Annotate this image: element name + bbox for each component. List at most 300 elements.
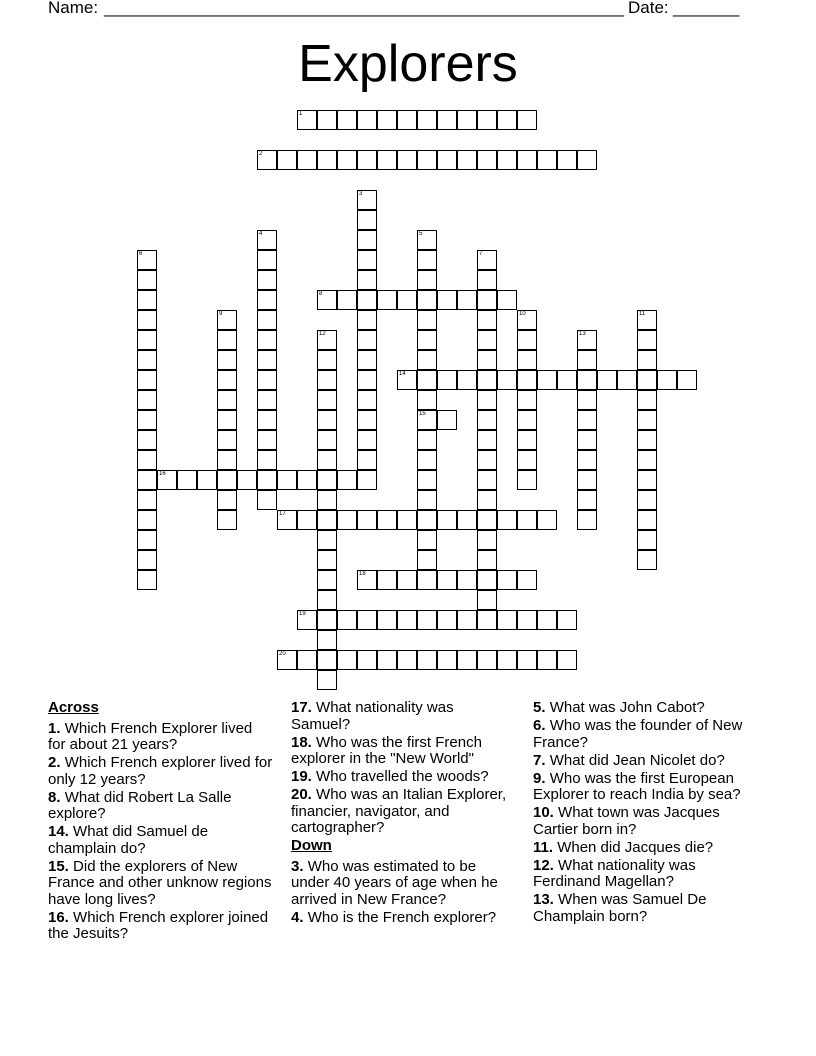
grid-cell[interactable]: [517, 650, 537, 670]
grid-cell[interactable]: [157, 470, 177, 490]
grid-cell[interactable]: [477, 450, 497, 470]
grid-cell[interactable]: [457, 150, 477, 170]
clue-number: 9.: [533, 769, 546, 787]
grid-cell[interactable]: [437, 610, 457, 630]
grid-cell[interactable]: [357, 150, 377, 170]
clue-text: When was Samuel De Champlain born?: [533, 891, 707, 925]
grid-cell[interactable]: [637, 510, 657, 530]
grid-cell[interactable]: [497, 510, 517, 530]
page-title: Explorers: [298, 35, 518, 93]
clue-text: Who was an Italian Explorer, financier, navigator, and cartographer?: [291, 786, 507, 836]
clue-text: Who was the first French explorer in the "New World": [291, 733, 482, 767]
grid-cell[interactable]: [217, 490, 237, 510]
grid-cell[interactable]: [477, 290, 497, 310]
grid-cell[interactable]: [537, 610, 557, 630]
clue-number: 14.: [48, 823, 69, 840]
grid-cell[interactable]: [357, 230, 377, 250]
grid-cell[interactable]: [537, 150, 557, 170]
grid-cell[interactable]: [277, 650, 297, 670]
clue-text: Did the explorers of New France and other unknow regions have long lives?: [48, 857, 272, 908]
grid-cell[interactable]: [577, 410, 597, 430]
clue-number: 20.: [291, 786, 312, 803]
clue-number: 13.: [533, 891, 554, 908]
grid-cell[interactable]: [577, 390, 597, 410]
grid-cell[interactable]: [357, 450, 377, 470]
grid-cell[interactable]: [317, 430, 337, 450]
grid-cell[interactable]: [317, 570, 337, 590]
clue-down-7: [533, 753, 753, 770]
grid-cell[interactable]: [417, 530, 437, 550]
clue-down-13: [533, 892, 753, 925]
grid-cell[interactable]: [577, 350, 597, 370]
grid-cell[interactable]: [477, 490, 497, 510]
grid-cell[interactable]: [317, 650, 337, 670]
clue-across-2: [48, 755, 273, 788]
grid-cell[interactable]: [557, 610, 577, 630]
grid-cell[interactable]: [517, 570, 537, 590]
grid-cell[interactable]: [417, 150, 437, 170]
grid-cell[interactable]: [477, 610, 497, 630]
grid-cell[interactable]: [257, 150, 277, 170]
grid-cell[interactable]: [397, 510, 417, 530]
grid-cell[interactable]: [537, 370, 557, 390]
clue-text: Which French explorer lived for only 12 years?: [48, 754, 273, 788]
clue-text: Who travelled the woods?: [316, 768, 489, 785]
grid-cell[interactable]: [517, 350, 537, 370]
grid-cell[interactable]: [457, 370, 477, 390]
grid-cell[interactable]: [417, 490, 437, 510]
grid-cell[interactable]: [417, 290, 437, 310]
grid-cell[interactable]: [357, 190, 377, 210]
grid-cell[interactable]: [297, 110, 317, 130]
grid-cell[interactable]: [377, 650, 397, 670]
grid-cell[interactable]: [477, 530, 497, 550]
clue-down-3: [291, 859, 516, 909]
grid-cell[interactable]: [277, 510, 297, 530]
grid-cell[interactable]: [417, 570, 437, 590]
grid-cell[interactable]: [417, 470, 437, 490]
grid-cell[interactable]: [437, 510, 457, 530]
clue-number: 5.: [533, 699, 546, 716]
grid-cell[interactable]: [137, 370, 157, 390]
grid-cell[interactable]: [217, 330, 237, 350]
grid-cell[interactable]: [457, 650, 477, 670]
grid-cell[interactable]: [317, 490, 337, 510]
grid-cell[interactable]: [637, 390, 657, 410]
grid-cell[interactable]: [417, 510, 437, 530]
grid-cell[interactable]: [317, 150, 337, 170]
grid-cell[interactable]: [457, 290, 477, 310]
grid-cell[interactable]: [297, 650, 317, 670]
grid-cell[interactable]: [137, 470, 157, 490]
grid-cell[interactable]: [357, 250, 377, 270]
grid-cell[interactable]: [677, 370, 697, 390]
grid-cell[interactable]: [517, 510, 537, 530]
grid-cell[interactable]: [357, 290, 377, 310]
grid-cell[interactable]: [317, 610, 337, 630]
grid-cell[interactable]: [477, 270, 497, 290]
clue-number: 18.: [291, 733, 312, 751]
clue-number-label: 12: [319, 331, 326, 337]
clue-column-3: [533, 700, 753, 927]
grid-cell[interactable]: [397, 650, 417, 670]
grid-cell[interactable]: [137, 530, 157, 550]
clue-number: 8.: [48, 788, 61, 806]
grid-cell[interactable]: [137, 390, 157, 410]
grid-cell[interactable]: [357, 410, 377, 430]
clue-number-label: 1: [299, 111, 303, 117]
grid-cell[interactable]: [517, 610, 537, 630]
grid-cell[interactable]: [477, 550, 497, 570]
grid-cell[interactable]: [317, 670, 337, 690]
grid-cell[interactable]: [377, 510, 397, 530]
grid-cell[interactable]: [397, 570, 417, 590]
grid-cell[interactable]: [177, 470, 197, 490]
grid-cell[interactable]: [477, 310, 497, 330]
clue-number-label: 6: [139, 251, 143, 257]
grid-cell[interactable]: [497, 610, 517, 630]
grid-cell[interactable]: [317, 470, 337, 490]
grid-cell[interactable]: [417, 550, 437, 570]
grid-cell[interactable]: [217, 310, 237, 330]
clue-down-4: [291, 910, 516, 927]
grid-cell[interactable]: [137, 250, 157, 270]
grid-cell[interactable]: [217, 370, 237, 390]
grid-cell[interactable]: [357, 370, 377, 390]
clue-number: 17.: [291, 699, 312, 716]
grid-cell[interactable]: [577, 490, 597, 510]
grid-cell[interactable]: [357, 330, 377, 350]
grid-cell[interactable]: [137, 450, 157, 470]
grid-cell[interactable]: [617, 370, 637, 390]
grid-cell[interactable]: [417, 350, 437, 370]
grid-cell[interactable]: [217, 350, 237, 370]
grid-cell[interactable]: [497, 110, 517, 130]
grid-cell[interactable]: [637, 350, 657, 370]
grid-cell[interactable]: [317, 510, 337, 530]
grid-cell[interactable]: [277, 150, 297, 170]
grid-cell[interactable]: [417, 390, 437, 410]
grid-cell[interactable]: [637, 470, 657, 490]
grid-cell[interactable]: [437, 650, 457, 670]
grid-cell[interactable]: [317, 290, 337, 310]
grid-cell[interactable]: [137, 410, 157, 430]
grid-cell[interactable]: [577, 430, 597, 450]
date-label: Date:: [628, 0, 669, 17]
grid-cell[interactable]: [357, 510, 377, 530]
grid-cell[interactable]: [637, 410, 657, 430]
grid-cell[interactable]: [357, 390, 377, 410]
clue-number-label: 3: [359, 191, 363, 197]
grid-cell[interactable]: [337, 150, 357, 170]
grid-cell[interactable]: [637, 550, 657, 570]
grid-cell[interactable]: [497, 370, 517, 390]
clue-number-label: 2: [259, 151, 263, 157]
grid-cell[interactable]: [417, 650, 437, 670]
grid-cell[interactable]: [457, 610, 477, 630]
grid-cell[interactable]: [137, 290, 157, 310]
grid-cell[interactable]: [477, 370, 497, 390]
grid-cell[interactable]: [317, 110, 337, 130]
grid-cell[interactable]: [257, 310, 277, 330]
grid-cell[interactable]: [297, 510, 317, 530]
grid-cell[interactable]: [457, 510, 477, 530]
grid-cell[interactable]: [477, 650, 497, 670]
clue-text: What nationality was Ferdinand Magellan?: [533, 856, 696, 890]
grid-cell[interactable]: [437, 150, 457, 170]
grid-cell[interactable]: [217, 470, 237, 490]
grid-cell[interactable]: [257, 230, 277, 250]
grid-cell[interactable]: [477, 350, 497, 370]
grid-cell[interactable]: [397, 370, 417, 390]
grid-cell[interactable]: [457, 570, 477, 590]
grid-cell[interactable]: [557, 650, 577, 670]
grid-cell[interactable]: [497, 290, 517, 310]
grid-cell[interactable]: [337, 290, 357, 310]
grid-cell[interactable]: [217, 390, 237, 410]
grid-cell[interactable]: [257, 450, 277, 470]
clue-column-2: [291, 700, 516, 928]
grid-cell[interactable]: [337, 470, 357, 490]
grid-cell[interactable]: [417, 230, 437, 250]
grid-cell[interactable]: [517, 410, 537, 430]
grid-cell[interactable]: [537, 650, 557, 670]
grid-cell[interactable]: [137, 310, 157, 330]
grid-cell[interactable]: [337, 510, 357, 530]
grid-cell[interactable]: [397, 110, 417, 130]
grid-cell[interactable]: [137, 550, 157, 570]
grid-cell[interactable]: [417, 110, 437, 130]
grid-cell[interactable]: [197, 470, 217, 490]
grid-cell[interactable]: [217, 510, 237, 530]
grid-cell[interactable]: [377, 110, 397, 130]
grid-cell[interactable]: [357, 470, 377, 490]
grid-cell[interactable]: [437, 570, 457, 590]
clue-number: 6.: [533, 717, 546, 734]
grid-cell[interactable]: [477, 470, 497, 490]
grid-cell[interactable]: [417, 430, 437, 450]
grid-cell[interactable]: [317, 450, 337, 470]
clue-number-label: 16: [159, 471, 166, 477]
grid-cell[interactable]: [377, 570, 397, 590]
grid-cell[interactable]: [437, 410, 457, 430]
grid-cell[interactable]: [317, 330, 337, 350]
grid-cell[interactable]: [337, 650, 357, 670]
grid-cell[interactable]: [417, 370, 437, 390]
grid-cell[interactable]: [357, 210, 377, 230]
clue-down-10: [533, 805, 753, 838]
clue-text: Which French Explorer lived for about 21 years?: [48, 719, 253, 753]
grid-cell[interactable]: [217, 430, 237, 450]
clue-text: What did Jean Nicolet do?: [549, 751, 725, 769]
grid-cell[interactable]: [657, 370, 677, 390]
grid-cell[interactable]: [137, 270, 157, 290]
grid-cell[interactable]: [577, 150, 597, 170]
grid-cell[interactable]: [477, 570, 497, 590]
grid-cell[interactable]: [317, 410, 337, 430]
grid-cell[interactable]: [257, 470, 277, 490]
grid-cell[interactable]: [337, 610, 357, 630]
grid-cell[interactable]: [497, 570, 517, 590]
grid-cell[interactable]: [237, 470, 257, 490]
grid-cell[interactable]: [257, 250, 277, 270]
grid-cell[interactable]: [517, 370, 537, 390]
grid-cell[interactable]: [437, 290, 457, 310]
grid-cell[interactable]: [357, 310, 377, 330]
grid-cell[interactable]: [137, 350, 157, 370]
grid-cell[interactable]: [417, 270, 437, 290]
clue-number-label: 14: [399, 371, 406, 377]
grid-cell[interactable]: [637, 330, 657, 350]
grid-cell[interactable]: [437, 370, 457, 390]
clue-number: 1.: [48, 719, 61, 737]
grid-cell[interactable]: [577, 330, 597, 350]
grid-cell[interactable]: [517, 390, 537, 410]
grid-cell[interactable]: [577, 450, 597, 470]
clue-down-9: [533, 771, 753, 804]
clue-number: 10.: [533, 804, 554, 821]
grid-cell[interactable]: [357, 350, 377, 370]
grid-cell[interactable]: [577, 470, 597, 490]
grid-cell[interactable]: [417, 450, 437, 470]
clue-number: 16.: [48, 908, 69, 926]
grid-cell[interactable]: [477, 330, 497, 350]
grid-cell[interactable]: [517, 470, 537, 490]
clue-number-label: 7: [479, 251, 483, 257]
grid-cell[interactable]: [297, 610, 317, 630]
clue-number: 11.: [533, 838, 554, 856]
grid-cell[interactable]: [637, 490, 657, 510]
grid-cell[interactable]: [277, 470, 297, 490]
grid-cell[interactable]: [477, 390, 497, 410]
grid-cell[interactable]: [537, 510, 557, 530]
grid-cell[interactable]: [137, 490, 157, 510]
grid-cell[interactable]: [257, 410, 277, 430]
grid-cell[interactable]: [417, 310, 437, 330]
grid-cell[interactable]: [297, 470, 317, 490]
grid-cell[interactable]: [517, 150, 537, 170]
grid-cell[interactable]: [317, 530, 337, 550]
clue-across-1: [48, 721, 273, 754]
grid-cell[interactable]: [257, 370, 277, 390]
grid-cell[interactable]: [517, 110, 537, 130]
grid-cell[interactable]: [577, 510, 597, 530]
down-heading: Down: [291, 837, 332, 854]
grid-cell[interactable]: [357, 610, 377, 630]
grid-cell[interactable]: [357, 570, 377, 590]
grid-cell[interactable]: [557, 150, 577, 170]
grid-cell[interactable]: [257, 430, 277, 450]
grid-cell[interactable]: [637, 370, 657, 390]
grid-cell[interactable]: [357, 270, 377, 290]
grid-cell[interactable]: [317, 370, 337, 390]
grid-cell[interactable]: [357, 650, 377, 670]
grid-cell[interactable]: [417, 410, 437, 430]
grid-cell[interactable]: [137, 330, 157, 350]
clue-text: Who was estimated to be under 40 years of age when he arrived in New France?: [291, 857, 498, 908]
grid-cell[interactable]: [557, 370, 577, 390]
clue-number: 7.: [533, 751, 546, 769]
grid-cell[interactable]: [417, 610, 437, 630]
name-label: Name:: [48, 0, 99, 17]
clue-down-6: [533, 718, 753, 751]
grid-cell[interactable]: [397, 610, 417, 630]
grid-cell[interactable]: [317, 350, 337, 370]
grid-cell[interactable]: [517, 330, 537, 350]
grid-cell[interactable]: [437, 110, 457, 130]
grid-cell[interactable]: [637, 430, 657, 450]
grid-cell[interactable]: [377, 290, 397, 310]
clue-across-14: [48, 824, 273, 857]
clue-number-label: 10: [519, 311, 526, 317]
grid-cell[interactable]: [137, 430, 157, 450]
grid-cell[interactable]: [397, 150, 417, 170]
grid-cell[interactable]: [317, 390, 337, 410]
grid-cell[interactable]: [517, 430, 537, 450]
grid-cell[interactable]: [257, 290, 277, 310]
grid-cell[interactable]: [517, 450, 537, 470]
grid-cell[interactable]: [297, 150, 317, 170]
grid-cell[interactable]: [257, 270, 277, 290]
grid-cell[interactable]: [457, 110, 477, 130]
grid-cell[interactable]: [577, 370, 597, 390]
grid-cell[interactable]: [397, 290, 417, 310]
grid-cell[interactable]: [357, 110, 377, 130]
grid-cell[interactable]: [137, 570, 157, 590]
clue-down-11: [533, 840, 753, 857]
grid-cell[interactable]: [497, 650, 517, 670]
clue-number: 15.: [48, 857, 69, 875]
grid-cell[interactable]: [417, 250, 437, 270]
grid-cell[interactable]: [337, 110, 357, 130]
grid-cell[interactable]: [357, 430, 377, 450]
grid-cell[interactable]: [597, 370, 617, 390]
grid-cell[interactable]: [477, 110, 497, 130]
grid-cell[interactable]: [137, 510, 157, 530]
grid-cell[interactable]: [477, 430, 497, 450]
grid-cell[interactable]: [637, 450, 657, 470]
clue-across-20: [291, 787, 516, 837]
clue-number-label: 20: [279, 651, 286, 657]
grid-cell[interactable]: [477, 410, 497, 430]
grid-cell[interactable]: [217, 450, 237, 470]
clue-number-label: 4: [259, 231, 263, 237]
clue-across-15: [48, 859, 273, 909]
clue-across-19: [291, 769, 516, 786]
clue-text: What did Robert La Salle explore?: [48, 788, 232, 822]
grid-cell[interactable]: [257, 330, 277, 350]
grid-cell[interactable]: [377, 610, 397, 630]
grid-cell[interactable]: [317, 590, 337, 610]
grid-cell[interactable]: [257, 490, 277, 510]
clue-number-label: 9: [219, 311, 223, 317]
grid-cell[interactable]: [497, 150, 517, 170]
grid-cell[interactable]: [257, 390, 277, 410]
grid-cell[interactable]: [637, 310, 657, 330]
grid-cell[interactable]: [477, 510, 497, 530]
grid-cell[interactable]: [317, 630, 337, 650]
grid-cell[interactable]: [257, 350, 277, 370]
grid-cell[interactable]: [317, 550, 337, 570]
grid-cell[interactable]: [377, 150, 397, 170]
grid-cell[interactable]: [217, 410, 237, 430]
grid-cell[interactable]: [477, 590, 497, 610]
grid-cell[interactable]: [417, 330, 437, 350]
grid-cell[interactable]: [477, 150, 497, 170]
grid-cell[interactable]: [477, 250, 497, 270]
grid-cell[interactable]: [517, 310, 537, 330]
grid-cell[interactable]: [637, 530, 657, 550]
